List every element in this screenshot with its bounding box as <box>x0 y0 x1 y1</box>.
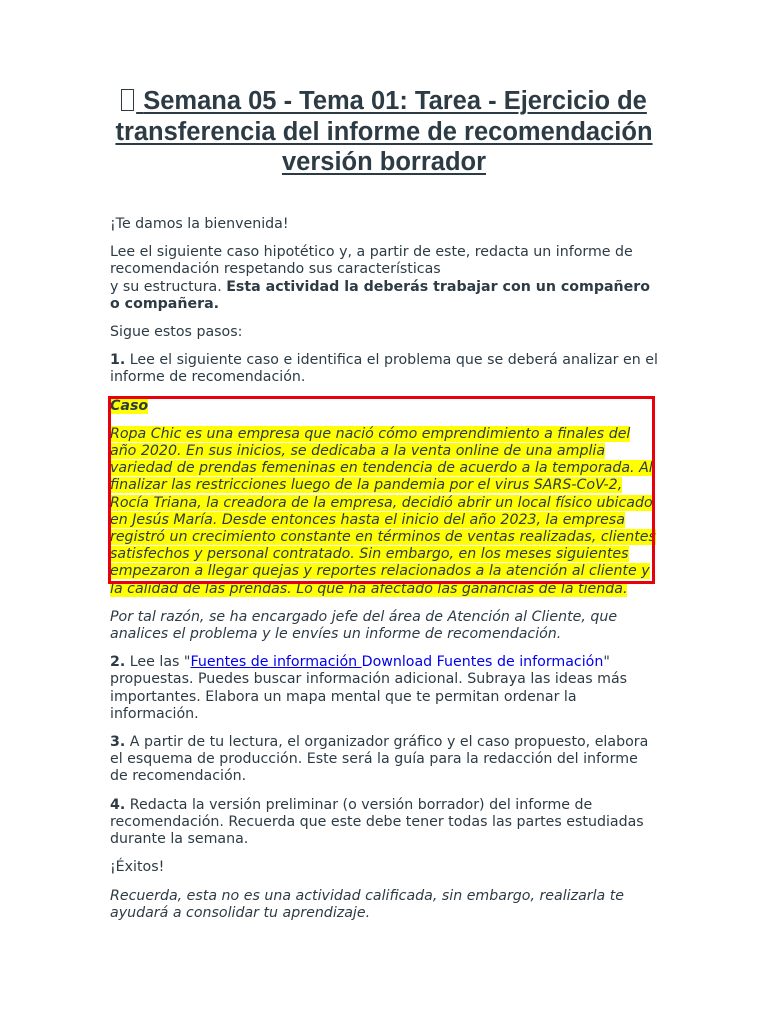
assignment-body <box>110 216 658 933</box>
note <box>110 888 658 922</box>
assignment-page <box>110 86 658 921</box>
sources-download-text: Download Fuentes de información <box>361 654 604 671</box>
step-2 <box>110 654 658 723</box>
steps-intro: Sigue estos pasos: <box>110 324 243 341</box>
step-2-number: 2. <box>110 654 126 671</box>
sources-link-text: Fuentes de información <box>190 654 362 671</box>
step-4-number: 4. <box>110 796 126 813</box>
case-label-text: Caso <box>110 397 149 414</box>
case-followup-text: Por tal razón, se ha encargado jefe del área de Atención al Cliente, que analices el problema y le envíes un informe de recomendación. <box>110 608 618 643</box>
intro-bold: Esta actividad la deberás trabajar con un compañero o compañera. <box>110 278 651 312</box>
welcome-text: ¡Te damos la bienvenida! <box>110 216 289 232</box>
case-followup <box>110 609 658 643</box>
step-1-text: Lee el siguiente caso e identifica el problema que se deberá analizar en el informe de recomendación. <box>110 352 658 386</box>
step-3 <box>110 734 658 786</box>
intro-paragraph <box>110 244 658 313</box>
case-label <box>110 398 658 415</box>
intro-text-2: y su estructura. <box>110 278 227 295</box>
page-title-text: Semana 05 - Tema 01: Tarea - Ejercicio de transferencia del informe de recomendación versión borrador <box>115 87 653 176</box>
step-2-text-before: Lee las " <box>125 654 191 671</box>
step-3-number: 3. <box>110 734 126 751</box>
sources-link[interactable] <box>190 654 603 670</box>
intro-text: Lee el siguiente caso hipotético y, a partir de este, redacta un informe de recomendación respetando sus características <box>110 244 633 278</box>
note-text: Recuerda, esta no es una actividad calificada, sin embargo, realizarla te ayudará a consolidar tu aprendizaje. <box>110 887 625 921</box>
step-4-text: Redacta la versión preliminar (o versión borrador) del informe de recomendación. Recuerda que este debe tener todas las partes estudiadas durante la semana. <box>110 796 644 848</box>
step-1 <box>110 352 658 386</box>
step-2-text-after: " propuestas. Puedes buscar información adicional. Subraya las ideas más importantes. Elabora un mapa mental que te permitan ordenar la información. <box>110 654 628 722</box>
step-3-text: A partir de tu lectura, el organizador gráfico y el caso propuesto, elabora el esquema de producción. Este será la guía para la redacción del informe de recomendación. <box>110 734 649 785</box>
closing-text: ¡Éxitos! <box>110 859 165 876</box>
case-text <box>110 426 658 598</box>
page-title <box>110 86 658 178</box>
step-1-number: 1. <box>110 352 126 369</box>
case-text-body: Ropa Chic es una empresa que nació cómo emprendimiento a finales del año 2020. En sus inicios, se dedicaba a la venta online de una amplia variedad de prendas femeninas en tendencia de acuerdo a la temporada. Al finalizar las restricciones luego de la pandemia por el virus SARS-CoV-2, Rocía Triana, la creadora de la empresa, decidió abrir un local físico ubicado en Jesús María. Desde entonces hasta el inicio del año 2023, la empresa registró un crecimiento constante en términos de ventas realizadas, clientes satisfechos y personal contratado. Sin embargo, en los meses siguientes empezaron a llegar quejas y reportes relacionados a la atención al cliente y la calidad de las prendas. Lo que ha afectado las ganancias de la tienda. <box>110 425 656 597</box>
assignment-icon <box>121 89 134 111</box>
step-4 <box>110 797 658 849</box>
